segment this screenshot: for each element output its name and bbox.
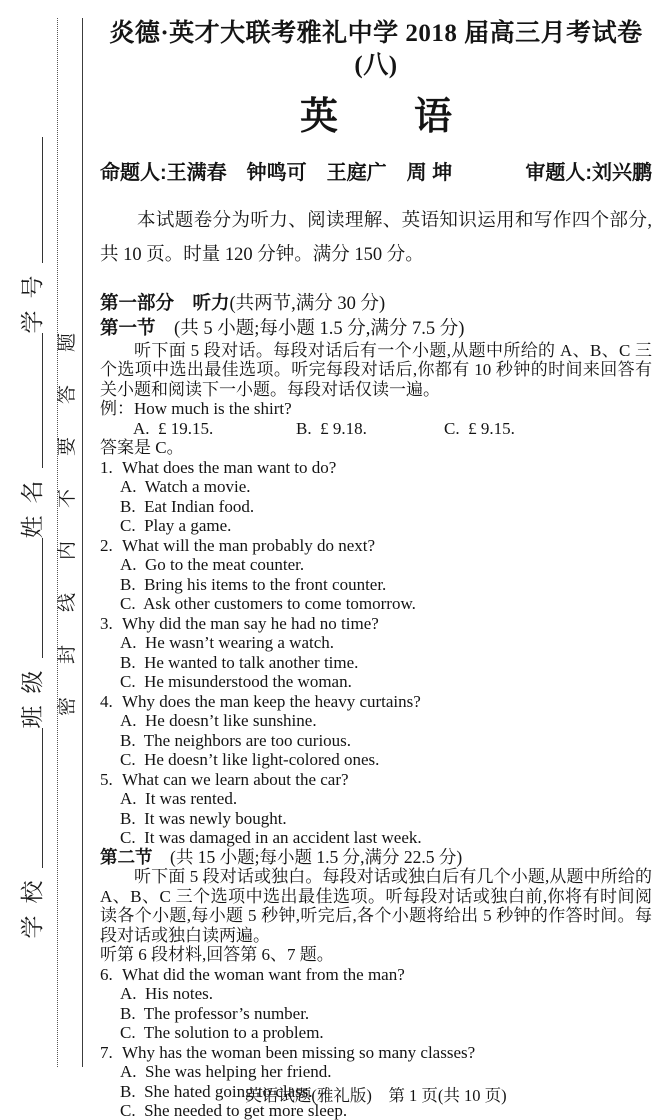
option-line: A. His notes.	[120, 984, 214, 1003]
question-text-line	[100, 614, 652, 634]
question-item	[100, 770, 652, 848]
option-line: B. Bring his items to the front counter.	[120, 574, 387, 594]
question-text-line	[100, 1043, 652, 1063]
option-line: C. He misunderstood the woman.	[120, 672, 352, 691]
question-item	[100, 458, 652, 536]
option-line: A. Go to the meat counter.	[120, 555, 305, 574]
question-number: 3.	[100, 613, 113, 633]
field-label-student-number: 学号	[20, 263, 45, 334]
question-number: 2.	[100, 535, 113, 555]
section2-title: 第二节	[100, 846, 153, 867]
setters-names: 命题人:王满春 钟鸣可 王庭广 周 坤	[100, 162, 453, 184]
fill-in-line	[42, 729, 43, 869]
fill-in-line	[42, 138, 43, 264]
option-line: B. He wanted to talk another time.	[120, 652, 359, 672]
option-line: C. The solution to a problem.	[120, 1023, 324, 1042]
part1-title: 第一部分 听力	[100, 291, 230, 313]
question-text: What will the man probably do next?	[122, 535, 376, 555]
option-line: A. He wasn’t wearing a watch.	[120, 633, 335, 652]
intro-paragraph: 本试题卷分为听力、阅读理解、英语知识运用和写作四个部分,共 10 页。时量 120 分钟。满分 150 分。	[100, 211, 652, 265]
example-option-c: C. £ 9.15.	[444, 418, 515, 438]
seal-line-text: 密封线内不要答题	[57, 299, 78, 716]
content-border-line	[82, 18, 83, 1067]
reviewer-name: 审题人:刘兴鹏	[525, 162, 652, 184]
option-line: B. She hated going to class.	[120, 1081, 313, 1101]
question-number: 5.	[100, 769, 113, 789]
example-option-a: A. £ 19.15.	[133, 418, 214, 438]
section1-instructions: 听下面 5 段对话。每段对话后有一个小题,从题中所给的 A、B、C 三个选项中选出最佳选项。听完每段对话后,你都有 10 秒钟的时间来回答有关小题和阅读下一小题。每段对话仅读一遍。	[100, 340, 652, 399]
option-line: A. It was rented.	[120, 789, 238, 808]
section1-heading	[100, 316, 652, 341]
question-text: Why has the woman been missing so many classes?	[122, 1042, 476, 1062]
field-label-name: 姓名	[20, 468, 45, 539]
part1-note: (共两节,满分 30 分)	[229, 293, 386, 314]
listening-body	[100, 341, 652, 1120]
option-line: C. She needed to get more sleep.	[120, 1101, 348, 1120]
fill-in-line	[42, 334, 43, 469]
option-line: A. Watch a movie.	[120, 477, 251, 496]
subject-title: 英 语	[299, 96, 452, 138]
question-text: What can we learn about the car?	[122, 769, 349, 789]
question-text-line	[100, 458, 652, 478]
setters-row	[100, 160, 652, 186]
option-line: B. The professor’s number.	[120, 1003, 310, 1023]
option-line: C. Ask other customers to come tomorrow.	[120, 594, 416, 613]
example-answer: 答案是 C。	[100, 438, 184, 457]
page-footer: 英语试题(雅礼版) 第 1 页(共 10 页)	[245, 1086, 507, 1105]
question-text: Why did the man say he had no time?	[122, 613, 379, 633]
section2-note: (共 15 小题;每小题 1.5 分,满分 22.5 分)	[170, 846, 463, 867]
section2-heading	[100, 848, 652, 868]
example-options-row	[100, 419, 652, 439]
question-text-line	[100, 770, 652, 790]
question-number: 7.	[100, 1042, 113, 1062]
example-option-b: B. £ 9.18.	[296, 418, 367, 438]
fill-in-line	[42, 539, 43, 659]
part1-heading	[100, 291, 652, 316]
field-label-school: 学校	[20, 868, 45, 939]
material-prompt: 听第 6 段材料,回答第 6、7 题。	[100, 945, 334, 964]
main-content	[100, 14, 652, 1120]
question-text: Why does the man keep the heavy curtains?	[122, 691, 421, 711]
section1-note: (共 5 小题;每小题 1.5 分,满分 7.5 分)	[174, 318, 465, 339]
student-info-strip	[12, 98, 48, 978]
question-item	[100, 965, 652, 1043]
option-line: B. It was newly bought.	[120, 808, 287, 828]
question-item	[100, 692, 652, 770]
option-line: C. He doesn’t like light-colored ones.	[120, 750, 380, 769]
question-text-line	[100, 692, 652, 712]
option-line: B. Eat Indian food.	[120, 496, 255, 516]
example-prompt: 例：How much is the shirt?	[100, 399, 292, 418]
question-number: 1.	[100, 457, 113, 477]
option-line: B. The neighbors are too curious.	[120, 730, 352, 750]
exam-title: 炎德·英才大联考雅礼中学 2018 届高三月考试卷(八)	[109, 20, 643, 79]
option-line: C. Play a game.	[120, 516, 232, 535]
question-text: What does the man want to do?	[122, 457, 337, 477]
option-line: A. She was helping her friend.	[120, 1062, 332, 1081]
question-text-line	[100, 965, 652, 985]
question-text: What did the woman want from the man?	[122, 964, 405, 984]
section1-title: 第一节	[100, 316, 156, 338]
section2-instructions: 听下面 5 段对话或独白。每段对话或独白后有几个小题,从题中所给的 A、B、C 三个选项中选出最佳选项。听每段对话或独白前,你将有时间阅读各个小题,每小题 5 秒钟,听完后,各个小题将给出 5 秒钟的作答时间。每段对话或独白读两遍。	[100, 867, 652, 945]
question-number: 4.	[100, 691, 113, 711]
field-label-class: 班级	[20, 658, 45, 729]
option-line: C. It was damaged in an accident last week.	[120, 828, 422, 847]
question-item	[100, 614, 652, 692]
question-text-line	[100, 536, 652, 556]
question-item	[100, 536, 652, 614]
question-number: 6.	[100, 964, 113, 984]
option-line: A. He doesn’t like sunshine.	[120, 711, 317, 730]
